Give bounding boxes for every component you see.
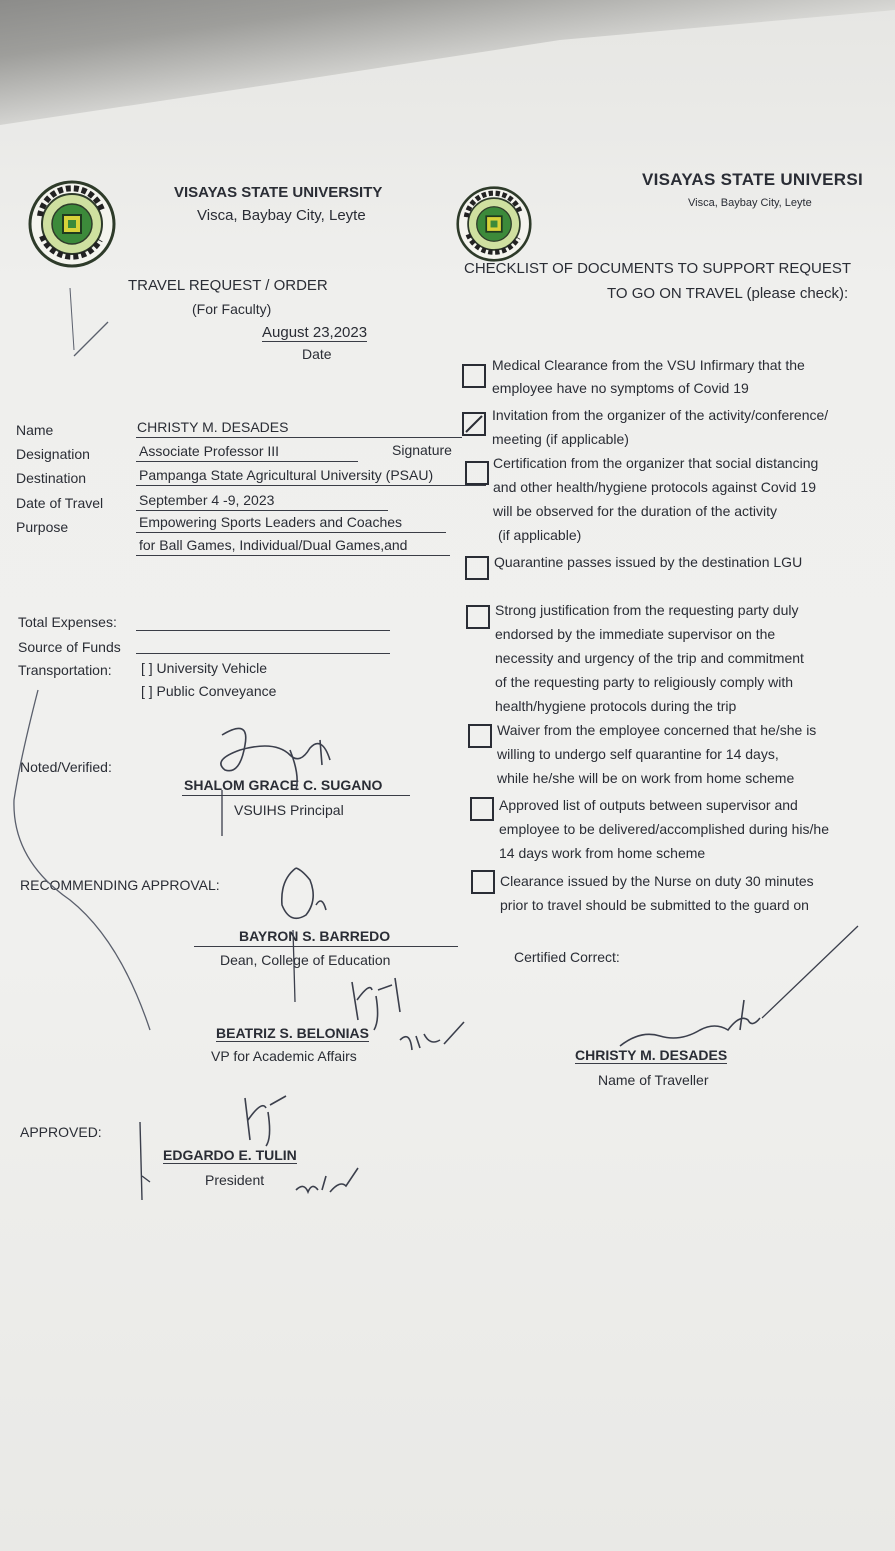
checklist-line: (if applicable): [498, 527, 582, 543]
pen-stroke: [14, 690, 150, 1030]
checkbox-strong-justification[interactable]: [466, 605, 490, 629]
date-of-travel-underline: [136, 510, 388, 511]
destination-label: Destination: [16, 470, 87, 486]
date-mark-vp: [400, 1022, 464, 1050]
purpose-line2: for Ball Games, Individual/Dual Games,and: [139, 537, 408, 553]
checklist-item-waiver: [497, 718, 816, 790]
checkbox-quarantine-passes[interactable]: [465, 556, 489, 580]
left-university-name: VISAYAS STATE UNIVERSITY: [174, 184, 383, 201]
destination-value: Pampanga State Agricultural University (PSAU): [139, 467, 434, 483]
checklist-title-line2: TO GO ON TRAVEL (please check):: [607, 285, 849, 302]
checklist-line: prior to travel should be submitted to the guard on: [500, 897, 809, 913]
dean-title: Dean, College of Education: [220, 952, 391, 968]
checkbox-nurse-clearance[interactable]: [471, 870, 495, 894]
checklist-line: meeting (if applicable): [492, 431, 629, 447]
checklist-item-nurse-clearance: [500, 869, 814, 917]
noted-signature-line: [182, 795, 410, 796]
purpose-underline1: [136, 532, 446, 533]
signature-barredo: [282, 868, 326, 918]
checklist-line: will be observed for the duration of the activity: [493, 503, 778, 519]
date-mark-president: [296, 1168, 358, 1192]
transport-option-public-conveyance: [ ] Public Conveyance: [141, 683, 277, 699]
university-seal-left: [28, 180, 116, 268]
checklist-item-approved-outputs: [499, 793, 829, 865]
traveller-name: CHRISTY M. DESADES: [575, 1047, 728, 1063]
checklist-line: Waiver from the employee concerned that he/she is: [497, 722, 817, 738]
vp-name: BEATRIZ S. BELONIAS: [216, 1025, 369, 1041]
check-mark-icon: [463, 413, 485, 435]
page-shadow: [0, 0, 895, 130]
checklist-line: health/hygiene protocols during the trip: [495, 698, 737, 714]
date-of-travel-value: September 4 -9, 2023: [139, 492, 275, 508]
checklist-item-medical-clearance: [492, 354, 805, 400]
destination-underline: [136, 485, 486, 486]
checklist-line: while he/she will be on work from home scheme: [497, 770, 795, 786]
date-label: Date: [302, 346, 332, 362]
checklist-item-invitation: [492, 403, 828, 451]
checklist-line: 14 days work from home scheme: [499, 845, 706, 861]
right-university-name: VISAYAS STATE UNIVERSI: [642, 170, 864, 189]
dean-signature-line: [194, 946, 458, 947]
checkbox-certification[interactable]: [465, 461, 489, 485]
designation-underline: [136, 461, 358, 462]
checklist-line: Certification from the organizer that social distancing: [493, 455, 819, 471]
checklist-line: Invitation from the organizer of the activity/conference/: [492, 407, 829, 423]
checklist-line: employee have no symptoms of Covid 19: [492, 380, 749, 396]
president-title: President: [205, 1172, 265, 1188]
total-expenses-underline: [136, 630, 390, 631]
form-subtitle: (For Faculty): [192, 301, 272, 317]
designation-value: Associate Professor III: [139, 443, 280, 459]
checklist-line: of the requesting party to religiously comply with: [495, 674, 794, 690]
checklist-line: Approved list of outputs between supervisor and: [499, 797, 798, 813]
signature-belonias: [352, 978, 400, 1030]
university-seal-right: [455, 186, 533, 262]
checklist-title-line1: CHECKLIST OF DOCUMENTS TO SUPPORT REQUEST: [464, 260, 852, 277]
name-underline: [136, 437, 462, 438]
certified-correct-label: Certified Correct:: [514, 949, 620, 965]
purpose-underline2: [136, 555, 450, 556]
checklist-line: endorsed by the immediate supervisor on the: [495, 626, 776, 642]
noted-signatory-title: VSUIHS Principal: [234, 802, 344, 818]
pen-stroke: [762, 926, 858, 1018]
traveller-title: Name of Traveller: [598, 1072, 709, 1088]
checklist-line: Clearance issued by the Nurse on duty 30 minutes: [500, 873, 814, 889]
transportation-label: Transportation:: [18, 662, 112, 678]
checklist-line: employee to be delivered/accomplished during his/he: [499, 821, 829, 837]
signature-desades: [620, 1000, 760, 1046]
checkbox-medical-clearance[interactable]: [462, 364, 486, 388]
right-university-address: Visca, Baybay City, Leyte: [688, 197, 812, 209]
approved-label: APPROVED:: [20, 1124, 102, 1140]
noted-signatory-name: SHALOM GRACE C. SUGANO: [184, 777, 383, 793]
checklist-item-strong-justification: [495, 598, 804, 718]
vp-title: VP for Academic Affairs: [211, 1048, 357, 1064]
source-of-funds-underline: [136, 653, 390, 654]
purpose-line1: Empowering Sports Leaders and Coaches: [139, 514, 403, 530]
checklist-line: Medical Clearance from the VSU Infirmary that the: [492, 357, 805, 373]
checklist-line: and other health/hygiene protocols against Covid 19: [493, 479, 816, 495]
checklist-line: Strong justification from the requesting party duly: [495, 602, 799, 618]
total-expenses-label: Total Expenses:: [18, 614, 117, 630]
transport-option-university-vehicle: [ ] University Vehicle: [141, 660, 268, 676]
designation-label: Designation: [16, 446, 90, 462]
checkbox-invitation[interactable]: [462, 412, 486, 436]
signature-tulin: [245, 1096, 286, 1146]
source-of-funds-label: Source of Funds: [18, 639, 121, 655]
pen-stroke: [70, 288, 74, 350]
checklist-item-certification: [493, 451, 818, 547]
checkbox-waiver[interactable]: [468, 724, 492, 748]
president-name: EDGARDO E. TULIN: [163, 1147, 297, 1163]
checklist-line: willing to undergo self quarantine for 14 days,: [497, 746, 779, 762]
request-date: August 23,2023: [262, 324, 368, 341]
name-value: CHRISTY M. DESADES: [137, 419, 289, 435]
signature-label: Signature: [392, 442, 452, 458]
noted-verified-label: Noted/Verified:: [20, 759, 112, 775]
name-label: Name: [16, 422, 54, 438]
dean-name: BAYRON S. BARREDO: [239, 928, 391, 944]
left-university-address: Visca, Baybay City, Leyte: [197, 207, 366, 224]
pen-stroke: [74, 322, 108, 356]
recommending-approval-label: RECOMMENDING APPROVAL:: [20, 877, 220, 893]
checklist-line: Quarantine passes issued by the destination LGU: [494, 554, 803, 570]
pen-stroke: [140, 1122, 150, 1200]
form-title: TRAVEL REQUEST / ORDER: [128, 277, 328, 294]
purpose-label: Purpose: [16, 519, 69, 535]
checklist-item-quarantine-passes: [494, 550, 802, 574]
checkbox-approved-outputs[interactable]: [470, 797, 494, 821]
date-of-travel-label: Date of Travel: [16, 495, 104, 511]
checklist-line: necessity and urgency of the trip and commitment: [495, 650, 804, 666]
